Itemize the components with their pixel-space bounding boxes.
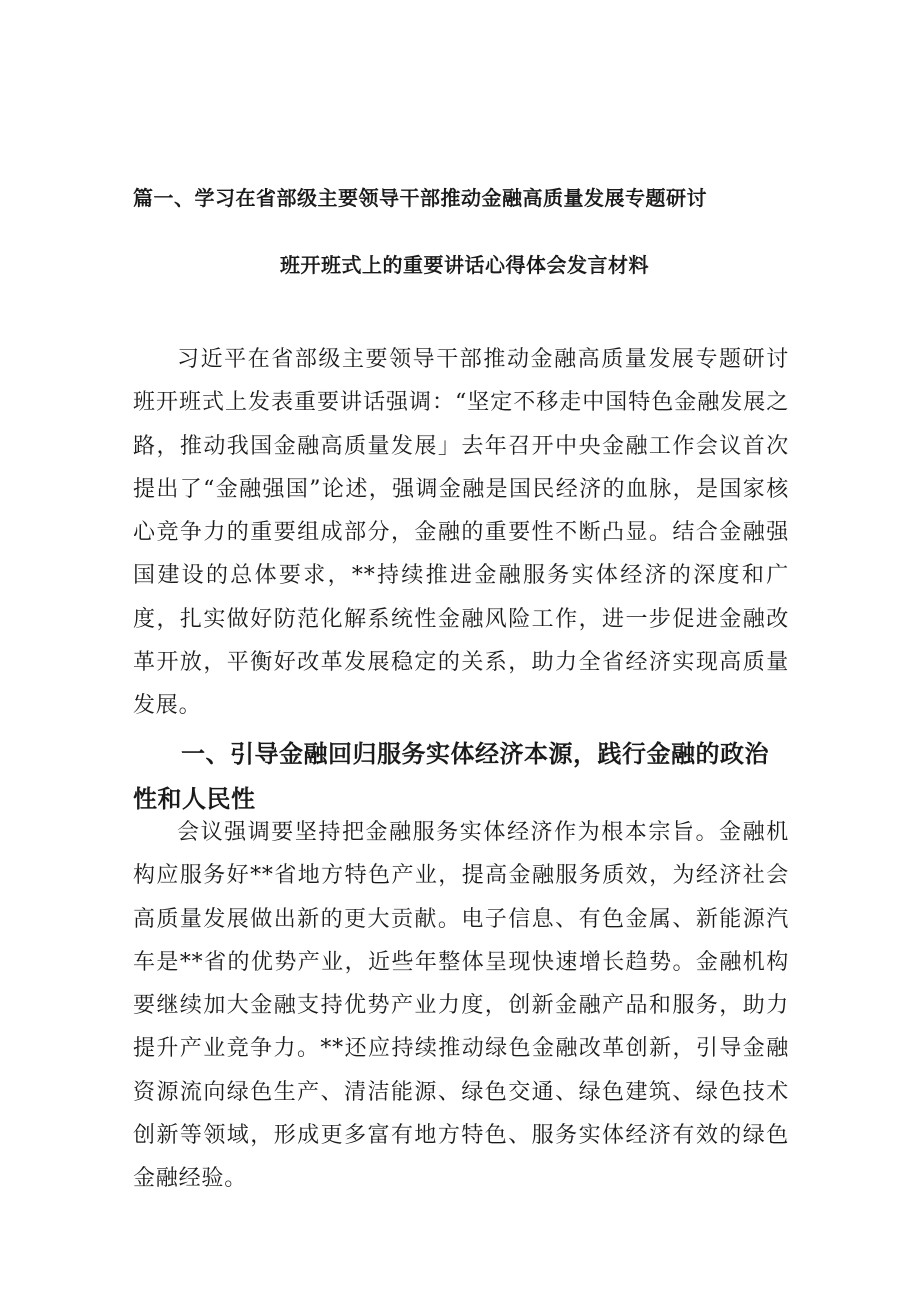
body-paragraph-section-1: 会议强调要坚持把金融服务实体经济作为根本宗旨。金融机构应服务好**省地方特色产业，提高金融服务质效，为经济社会高质量发展做出新的更大贡献。电子信息、有色金属、新能源汽车是**省的优势产业，近些年整体呈现快速增长趋势。金融机构要继续加大金融支持优势产业力度，创新金融产品和服务，助力提升产业竞争力。**还应持续推动绿色金融改革创新，引导金融资源流向绿色生产、清洁能源、绿色交通、绿色建筑、绿色技术创新等领域，形成更多富有地方特色、服务实体经济有效的绿色金融经验。 (133, 820, 789, 1192)
document-title-line-1: 篇一、学习在省部级主要领导干部推动金融高质量发展专题研讨 (133, 186, 707, 210)
section-heading-1: 一、引导金融回归服务实体经济本源，践行金融的政治性和人民性 (133, 740, 769, 813)
body-paragraph-intro: 习近平在省部级主要领导干部推动金融高质量发展专题研讨班开班式上发表重要讲话强调：“坚定不移走中国特色金融发展之路，推动我国金融高质量发展」去年召开中央金融工作会议首次提出了“金融强国”论述，强调金融是国民经济的血脉，是国家核心竞争力的重要组成部分，金融的重要性不断凸显。结合金融强国建设的总体要求，**持续推进金融服务实体经济的深度和广度，扎实做好防范化解系统性金融风险工作，进一步促进金融改革开放，平衡好改革发展稳定的关系，助力全省经济实现高质量发展。 (133, 347, 789, 719)
document-title-line-2: 班开班式上的重要讲话心得体会发言材料 (280, 253, 649, 277)
